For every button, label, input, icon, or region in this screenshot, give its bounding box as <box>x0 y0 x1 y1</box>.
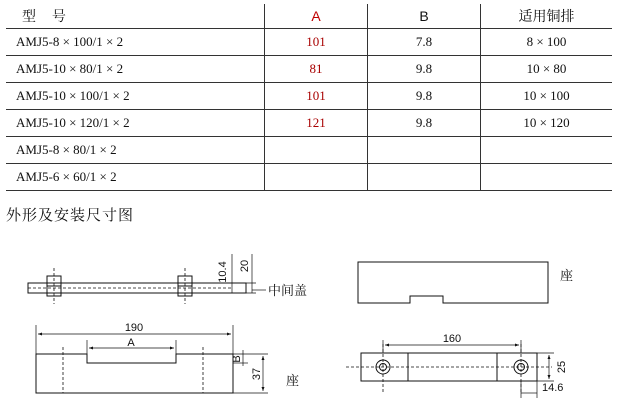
dim-base-height: 37 <box>251 367 263 381</box>
cell-model: AMJ5-10 × 80/1 × 2 <box>16 61 124 76</box>
cell-model: AMJ5-10 × 120/1 × 2 <box>16 115 130 130</box>
header-a: A <box>265 4 368 29</box>
cell-b: 7.8 <box>368 29 481 56</box>
cell-copper-bar: 8 × 100 <box>481 29 613 56</box>
front-view <box>36 322 299 393</box>
dim-a: A <box>127 337 135 349</box>
cell-a: 101 <box>265 83 368 110</box>
cell-model: AMJ5-8 × 80/1 × 2 <box>16 142 117 157</box>
cell-copper-bar: 10 × 100 <box>481 83 613 110</box>
cell-a: 101 <box>265 29 368 56</box>
top-view <box>28 254 307 304</box>
cell-b: 9.8 <box>368 56 481 83</box>
cell-copper-bar: 10 × 120 <box>481 110 613 137</box>
base-outline <box>36 354 233 393</box>
cell-a: 81 <box>265 56 368 83</box>
dim-thickness: 10.4 <box>217 261 229 283</box>
cell-model: AMJ5-10 × 100/1 × 2 <box>16 88 130 103</box>
cell-copper-bar: 10 × 80 <box>481 56 613 83</box>
side-outline <box>358 262 548 303</box>
header-model: 型 号 <box>22 8 72 24</box>
dim-length: 190 <box>124 322 144 334</box>
header-b: B <box>368 4 481 29</box>
dim-b: B <box>231 355 243 363</box>
bottom-view <box>346 333 568 398</box>
label-middle-cover: 中间盖 <box>268 283 308 298</box>
dim-hole-spacing: 160 <box>442 333 462 345</box>
cell-a: 121 <box>265 110 368 137</box>
section-title: 外形及安装尺寸图 <box>6 207 135 224</box>
label-base-front: 座 <box>286 373 300 388</box>
side-view <box>358 262 573 303</box>
cell-model: AMJ5-6 × 60/1 × 2 <box>16 169 117 184</box>
label-base-side: 座 <box>560 268 574 283</box>
dim-cover-height: 20 <box>239 259 251 273</box>
cell-b: 9.8 <box>368 83 481 110</box>
dim-bottom-offset: 14.6 <box>542 382 564 394</box>
header-copper-bar: 适用铜排 <box>481 4 613 29</box>
cell-model: AMJ5-8 × 100/1 × 2 <box>16 34 124 49</box>
dim-bottom-width: 25 <box>556 360 568 374</box>
cell-b: 9.8 <box>368 110 481 137</box>
